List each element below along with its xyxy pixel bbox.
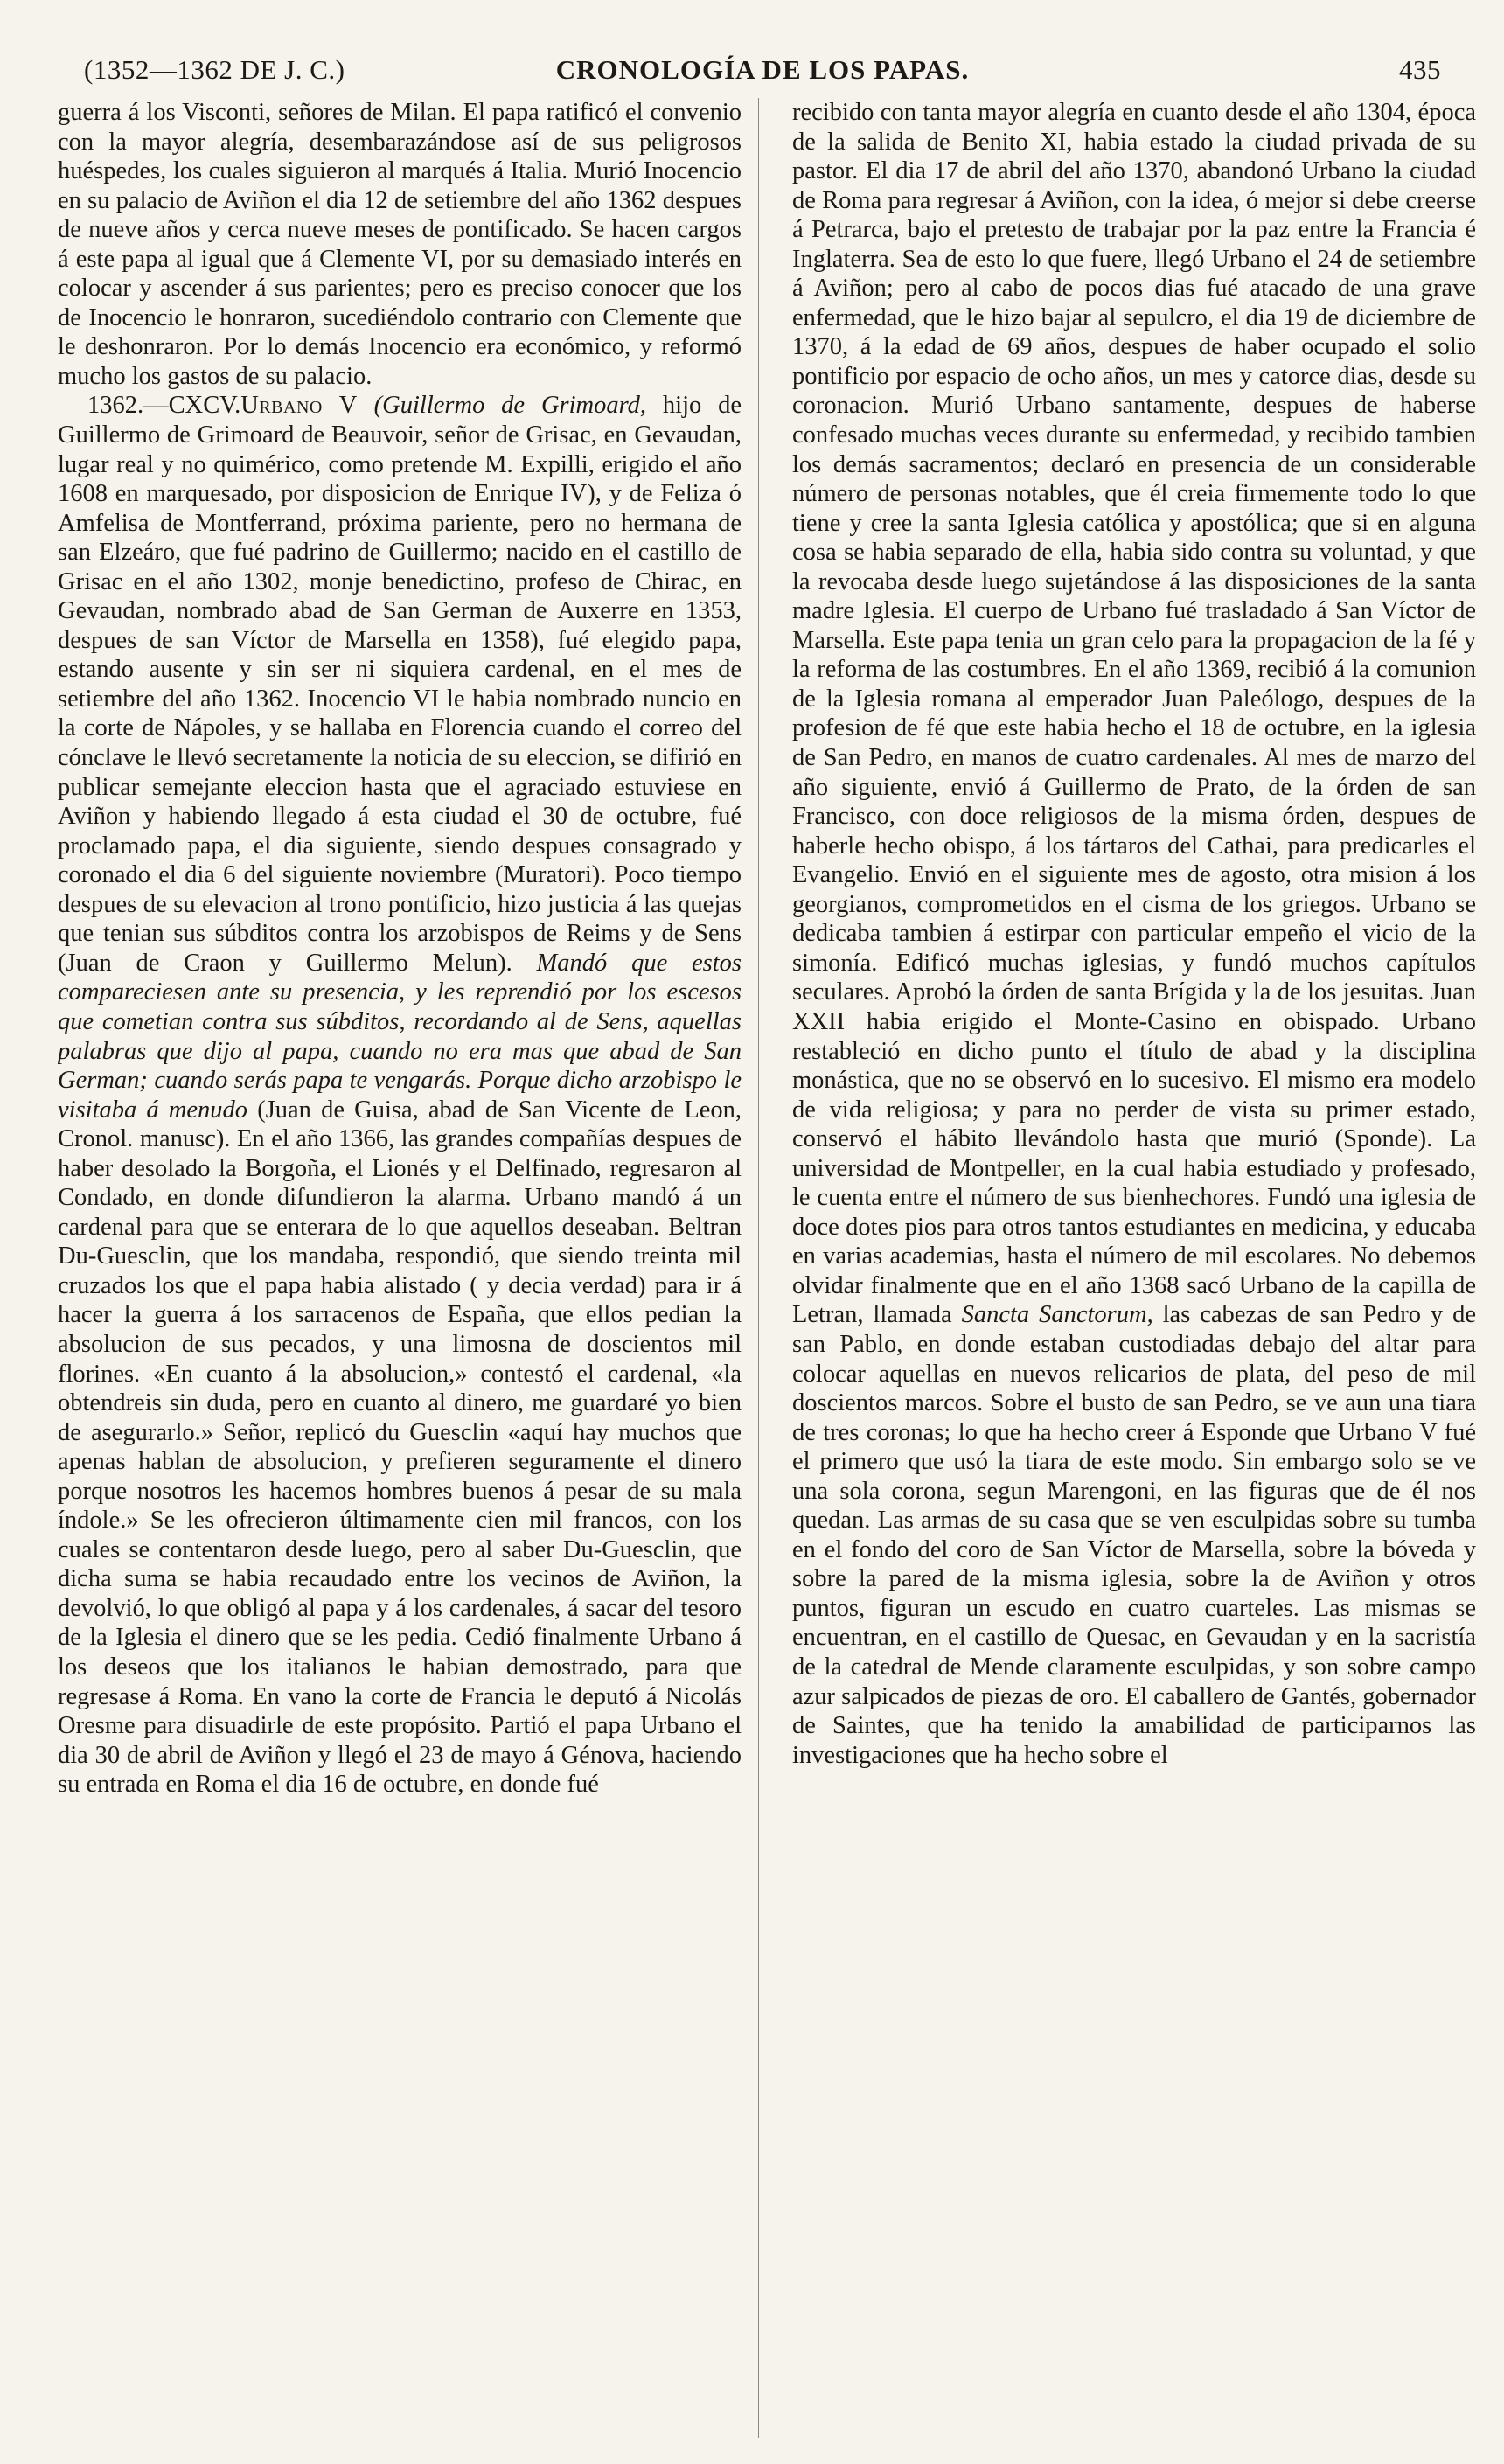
text-run: hijo de Guillermo de Grimoard de Beauvoir, señor de Grisac, en Gevaudan, lugar real y no quimérico, como pretende M. Expilli, erigido el año 1608 en marquesado, por disposicion de Enrique IV), y de Feliza ó Amfelisa de Montferrand, próxima pariente, pero no hermana de san Elzeáro, que fué padrino de Guillermo; nacido en el castillo de Grisac en el año 1302, monje benedictino, profeso de Chirac, en Gevaudan, nombrado abad de San German de Auxerre en 1353, despues de san Víctor de Marsella en 1358), fué elegido papa, estando ausente y sin ser ni siquiera cardenal, en el mes de setiembre del año 1362. Inocencio VI le habia nombrado nuncio en la corte de Nápoles, y se hallaba en Florencia cuando el correo del cónclave le llevó secretamente la noticia de su eleccion, se difirió en publicar semejante eleccion hasta que el agraciado estuviese en Aviñon y habiendo llegado á esta ciudad el 30 de octubre, fué proclamado papa, el dia siguiente, siendo despues consagrado y coronado el dia 6 del siguiente noviembre (Muratori). Poco tiempo despues de su elevacion al trono pontificio, hizo justicia á las quejas que tenian sus súbditos contra los arzobispos de Reims y de Sens (Juan de Craon y Guillermo Melun). bbox=[58, 392, 742, 977]
italic-quote: cuando serás papa te vengarás. bbox=[154, 1067, 472, 1095]
italic-quote: Mandó que estos compareciesen ante su presencia, y les reprendió por los escesos que cometian contra sus súbditos, recordando al de Sens, aquellas palabras que dijo al papa, cuando no era mas que abad de San German; bbox=[58, 949, 742, 1095]
pope-name: Urbano V bbox=[240, 392, 358, 420]
pope-birth-name: (Guillermo de Grimoard, bbox=[373, 392, 647, 420]
header-dates: (1352—1362 DE J. C.) bbox=[84, 54, 345, 85]
entry-number: 1362.—CXCV. bbox=[87, 392, 241, 420]
text-run: recibido con tanta mayor alegría en cuanto desde el año 1304, época de la salida de Benito XI, habia estado la ciudad privada de su pastor. El dia 17 de abril del año 1370, abandonó Urbano la ciudad de Roma para regresar á Aviñon, con la idea, ó mejor si debe creerse á Petrarca, bajo el pretesto de trabajar por la paz entre la Francia é Inglaterra. Sea de esto lo que fuere, llegó Urbano el 24 de setiembre á Aviñon; pero al cabo de pocos dias fué atacado de una grave enfermedad, que le hizo bajar al sepulcro, el dia 19 de diciembre de 1370, á la edad de 69 años, despues de haber ocupado el solio pontificio por espacio de ocho años, un mes y catorce dias, desde su coronacion. Murió Urbano santamente, despues de haberse confesado muchas veces durante su enfermedad, y recibido tambien los demás sacramentos; declaró en presencia de un considerable número de personas notables, que él creia firmemente todo lo que tiene y cree la santa Iglesia católica y apostólica; que si en alguna cosa se habia separado de ella, habia sido contra su voluntad, y que la revocaba desde luego sujetándose á las disposiciones de la santa madre Iglesia. El cuerpo de Urbano fué trasladado á San Víctor de Marsella. Este papa tenia un gran celo para la propagacion de la fé y la reforma de las costumbres. En el año 1369, recibió á la comunion de la Iglesia romana al emperador Juan Paleólogo, despues de la profesion de fé que este habia hecho el 18 de octubre, en la iglesia de San Pedro, en manos de cuatro cardenales. Al mes de marzo del año siguiente, envió á Guillermo de Prato, de la órden de san Francisco, con doce religiosos de la misma órden, despues de haberle hecho obispo, á los tártaros del Cathai, para predicarles el Evangelio. Envió en el siguiente mes de agosto, otra mision á los georgianos, comprometidos en el cisma de los griegos. Urbano se dedicaba tambien á estirpar con particular empeño el vicio de la simonía. Edificó muchas iglesias, y fundó muchos capítulos seculares. Aprobó la órden de santa Brígida y la de los jesuitas. Juan XXII habia erigido el Monte-Casino en obispado. Urbano restableció en dicho punto el título de abad y la disciplina monástica, que no se observó en lo sucesivo. El mismo era modelo de vida religiosa; y para no perder de vista su primer estado, conservó el hábito llevándolo hasta que murió (Sponde). La universidad de Montpeller, en la cual habia estudiado y profesado, le cuenta entre el número de sus bienhechores. Fundó una iglesia de doce dotes pios para otros tantos estudiantes en medicina, y educaba en varias academias, hasta el número de mil escolares. No debemos olvidar finalmente que en el año 1368 sacó Urbano de la capilla de Letran, llamada bbox=[792, 99, 1476, 1329]
right-column bbox=[792, 98, 1476, 2438]
paragraph-urban-v bbox=[58, 391, 742, 1799]
paragraph-continuation bbox=[792, 98, 1476, 1770]
left-column bbox=[58, 98, 742, 2438]
column-divider bbox=[758, 98, 759, 2438]
text-run: (Juan de Guisa, abad de San Vicente de Leon, Cronol. manusc). En el año 1366, las grandes compañías despues de haber desolado la Borgoña, el Lionés y el Delfinado, regresaron al Condado, en donde difundieron la alarma. Urbano mandó á un cardenal para que se enterara de lo que aquellos deseaban. Beltran Du-Guesclin, que los mandaba, respondió, que siendo treinta mil cruzados los que el papa habia alistado ( y decia verdad) para ir á hacer la guerra á los sarracenos de España, que ellos pedian la absolucion de sus pecados, y una limosna de doscientos mil florines. «En cuanto á la absolucion,» contestó el cardenal, «la obtendreis sin duda, pero en cuanto al dinero, me guardaré yo bien de asegurarlo.» Señor, replicó du Guesclin «aquí hay muchos que apenas hablan de absolucion, y prefieren seguramente el dinero porque nosotros les hacemos hombres buenos á pesar de su mala índole.» Se les ofrecieron últimamente cien mil francos, con los cuales se contentaron desde luego, pero al saber Du-Guesclin, que dicha suma se habia recaudado entre los vecinos de Aviñon, la devolvió, lo que obligó al papa y á los cardenales, á sacar del tesoro de la Iglesia el dinero que se les pedia. Cedió finalmente Urbano á los deseos que los italianos le habian demostrado, para que regresase á Roma. En vano la corte de Francia le deputó á Nicolás Oresme para disuadirle de este propósito. Partió el papa Urbano el dia 30 de abril de Aviñon y llegó el 23 de mayo á Génova, haciendo su entrada en Roma el dia 16 de octubre, en donde fué bbox=[58, 1096, 742, 1799]
page-number: 435 bbox=[1399, 54, 1441, 85]
header-title: CRONOLOGÍA DE LOS PAPAS. bbox=[555, 54, 970, 85]
text-run: las cabezas de san Pedro y de san Pablo, en donde estaban custodiadas debajo del altar para colocar aquellas en nuevos relicarios de plata, del peso de mil doscientos marcos. Sobre el busto de san Pedro, se ve aun una tiara de tres coronas; lo que ha hecho creer á Esponde que Urbano V fué el primero que usó la tiara de este modo. Sin embargo solo se ve una sola corona, segun Marengoni, en las figuras que de él nos quedan. Las armas de su casa que se ven esculpidas sobre su tumba en el fondo del coro de San Víctor de Marsella, sobre la bóveda y sobre la pared de la misma iglesia, sobre la de Aviñon y otros puntos, figuran un escudo en cuatro cuarteles. Las mismas se encuentran, en el castillo de Quesac, en Gevaudan y en la sacristía de la catedral de Mende claramente esculpidas, y son sobre campo azur salpicados de piezas de oro. El caballero de Gantés, gobernador de Saintes, que ha tenido la amabilidad de participarnos las investigaciones que ha hecho sobre el bbox=[792, 1301, 1476, 1769]
italic-quote: Porque dicho arzobispo le visitaba á menudo bbox=[58, 1067, 742, 1124]
paragraph-innocent-death: guerra á los Visconti, señores de Milan. El papa ratificó el convenio con la mayor alegría, desembarazándose así de sus peligrosos huéspedes, los cuales siguieron al marqués á Italia. Murió Inocencio en su palacio de Aviñon el dia 12 de setiembre del año 1362 despues de nueve años y cerca nueve meses de pontificado. Se hacen cargos á este papa al igual que á Clemente VI, por su demasiado interés en colocar y ascender á sus parientes; pero es preciso conocer que los de Inocencio le honraron, sucediéndolo contrario con Clemente que le deshonraron. Por lo demás Inocencio era económico, y reformó mucho los gastos de su palacio. bbox=[58, 99, 742, 390]
running-header bbox=[84, 49, 1441, 89]
italic-term: Sancta Sanctorum, bbox=[961, 1301, 1153, 1329]
